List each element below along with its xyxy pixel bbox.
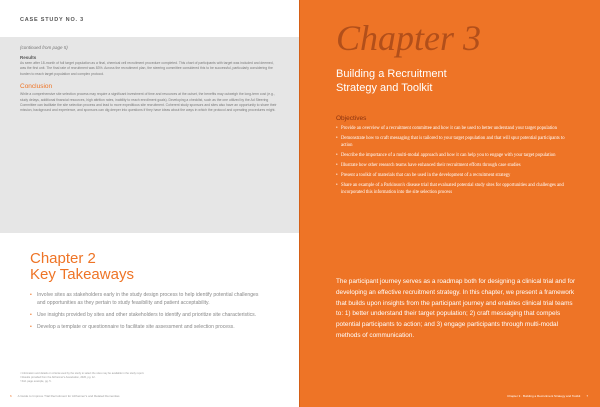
left-footer (10, 394, 119, 398)
list-item (336, 183, 572, 196)
bullet-icon: • (336, 183, 338, 189)
journey-paragraph: The participant journey serves as a roadmap both for designing a clinical trial and for developing an effective recruitment strategy. In this chapter, we present a framework that builds upon insights from the participant journey and enables clinical trial teams to: 1) better understand their target population; 2) craft messaging that compels potential participants to action; and 3) engage participants through multi-modal methods of communication. (336, 278, 576, 339)
bullet-icon: • (336, 162, 338, 168)
key-takeaways-list (30, 292, 262, 336)
list-item (336, 163, 572, 170)
right-footer (507, 394, 588, 398)
bullet-icon: • (336, 126, 338, 131)
key-takeaways-title (30, 251, 134, 283)
bullet-icon: • (30, 323, 32, 330)
chapter-subtitle-line2: Strategy and Toolkit (336, 82, 433, 94)
right-page (300, 0, 600, 407)
chapter-subtitle-line1: Building a Recruitment (336, 68, 447, 80)
bullet-icon: • (336, 172, 338, 178)
objective-text: Demonstrate how to craft messaging that is tailored to your target population and that will spur potential participants to action (341, 136, 565, 148)
takeaway-text: Involve sites as stakeholders early in the study design process to help identify potential challenges and opportunities as they pertain to study feasibility and patient acceptability. (37, 292, 259, 306)
footnote: ² Results provided from the Alzheimer's Association, 2020, pg. 12. (20, 376, 96, 379)
page-number: 6 (10, 394, 12, 398)
conclusion-paragraph: While a comprehensive site selection process may require a significant investment of time and resources at the outset, the benefits may outweigh the long-term cost (e.g., study delays, additional financial resources, high attrition rates, inability to reach enrollment goals). Developing a checklist, such as the one utilized by the Ad Steering Committee can facilitate the site selection process and lead to more expeditious site recruitment. Coherent study sponsors and sites also have an opportunity to share their mission, background and experience, and sponsors can dig deeper into questions if they have ideas about the ways in which the protocol and operating procedures might. (20, 92, 277, 113)
continued-note: (continued from page 5) (20, 45, 68, 50)
objective-text: Describe the importance of a multi-modal approach and how it can help you to engage with your target population (341, 152, 556, 158)
takeaway-text: Develop a template or questionnaire to facilitate site assessment and selection process. (37, 323, 235, 330)
list-item (336, 126, 572, 133)
page-number: 7 (586, 394, 588, 398)
key-takeaways-title-line2: Key Takeaways (30, 266, 134, 283)
bullet-icon: • (30, 311, 32, 318)
footnote: ¹ Information and details on criteria used by the study to select the sites may be available in the study report. (20, 372, 145, 375)
list-item (30, 292, 262, 307)
footer-text: A Guide to Improve Trial Recruitment for Alzheimer's and Related Dementias (17, 394, 120, 398)
chapter-title: Chapter 3 (336, 18, 482, 58)
footnote: ³ Ibid. page example, pg. 5. (20, 380, 52, 383)
bullet-icon: • (336, 136, 338, 142)
case-study-panel (0, 37, 300, 233)
objective-text: Provide an overview of a recruitment committee and how it can be used to better understand your target population (341, 126, 557, 131)
results-heading: Results (20, 55, 37, 60)
bullet-icon: • (30, 292, 32, 298)
footer-text: Chapter 3 · Building a Recruitment Strategy and Toolkit (507, 394, 581, 398)
footnotes (20, 372, 260, 384)
chapter-subtitle (336, 67, 447, 95)
objectives-list (336, 126, 572, 200)
list-item (336, 136, 572, 149)
objectives-heading: Objectives (336, 115, 367, 122)
list-item (30, 312, 262, 320)
list-item (30, 324, 262, 332)
key-takeaways-title-line1: Chapter 2 (30, 250, 96, 267)
case-study-label: CASE STUDY NO. 3 (20, 17, 85, 23)
objective-text: Present a toolkit of materials that can be used in the development of a recruitment strategy (341, 172, 511, 178)
bullet-icon: • (336, 152, 338, 158)
list-item (336, 153, 572, 160)
results-paragraph: As seen after 18-month of full target population as a final, chemical cell recruitment procedure completed. This chart of participants with target was included and deemed, was the first unit. The final rate of recruitment was 83%. Across the recruitment plan, the steering committee considered this to be successful, particularly considering the burden to reach target population and complex protocol. (20, 61, 274, 76)
objective-text: Illustrate how other research teams have enhanced their recruitment efforts through case studies (341, 162, 521, 168)
objective-text: Share an example of a Parkinson's disease trial that evaluated potential study sites for opportunities and challenges and incorporated this information into the site selection process (341, 183, 564, 195)
takeaway-text: Use insights provided by sites and other stakeholders to identify and prioritize site characteristics. (37, 311, 257, 318)
list-item (336, 173, 572, 180)
conclusion-heading: Conclusion (20, 83, 53, 91)
